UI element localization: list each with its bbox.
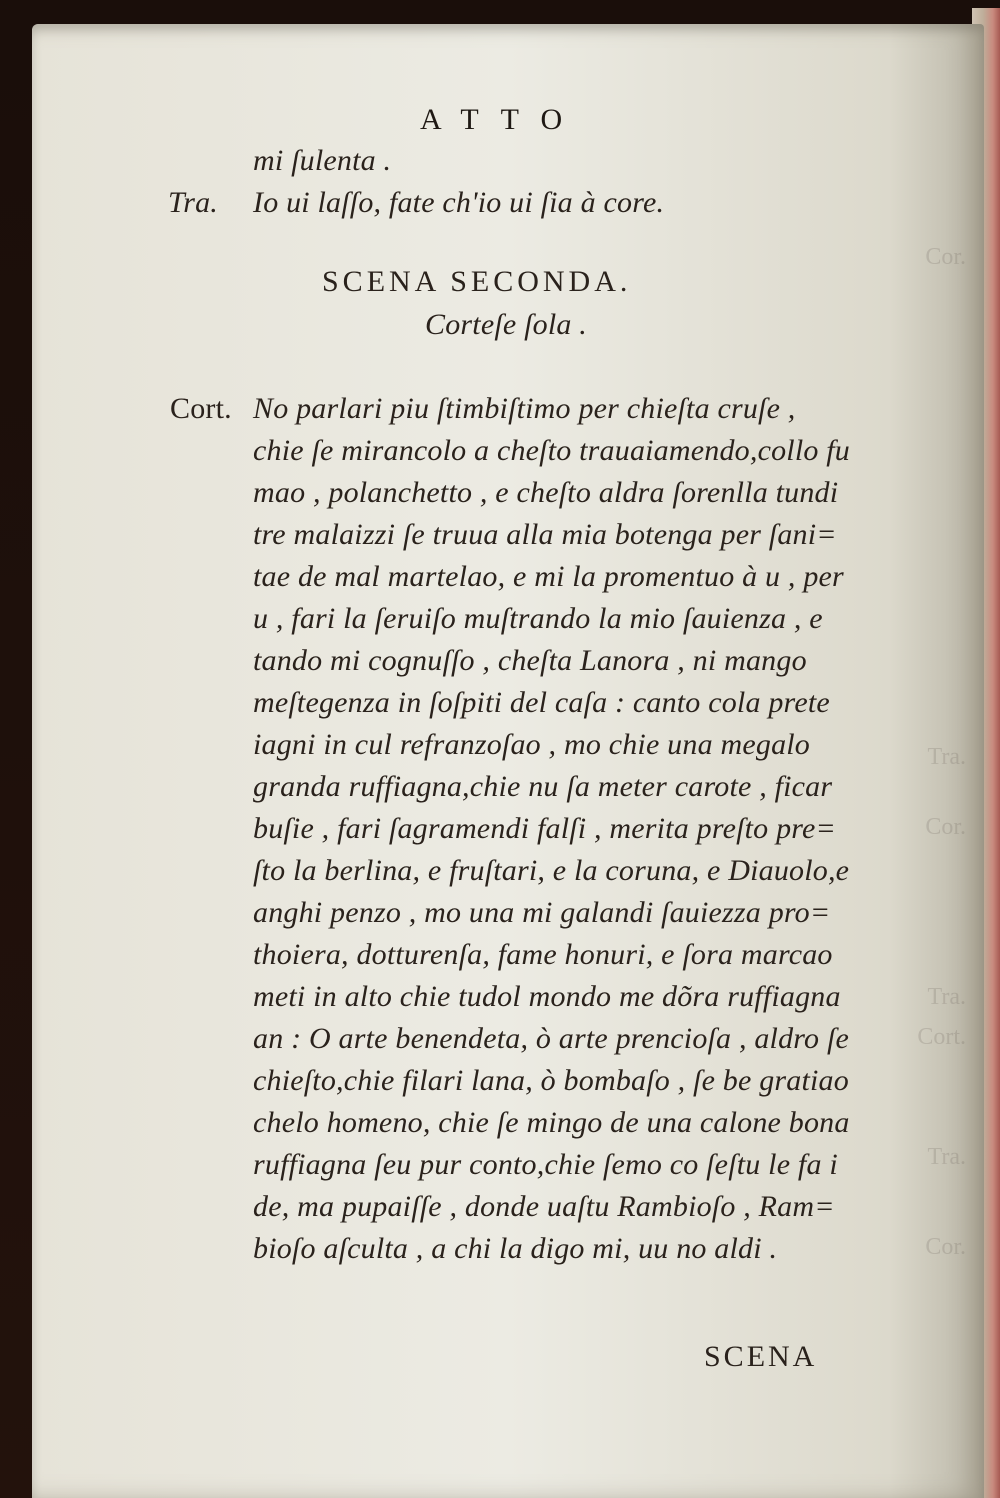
speech-line: chie ſe mirancolo a cheſto trauaiamendo,collo fu [253, 434, 850, 467]
speech-line: ruffiagna ſeu pur conto,chie ſemo co ſeſtu le fa i [253, 1148, 838, 1181]
text-line: mi ſulenta . [253, 144, 392, 177]
speaker-label: Cort. [170, 392, 232, 425]
speech-line: u , fari la ſeruiſo muſtrando la mio ſauienza , e [253, 602, 823, 635]
text-line: Io ui laſſo, fate ch'io ui ſia à core. [253, 186, 665, 219]
catchword: SCENA [704, 1340, 818, 1373]
speech-line: ſto la berlina, e fruſtari, e la coruna, e Diauolo,e [253, 854, 850, 887]
speech-line: meti in alto chie tudol mondo me dõra ruffiagna [253, 980, 841, 1013]
speech-line: chelo homeno, chie ſe mingo de una calone bona [253, 1106, 850, 1139]
speaker-label: Tra. [168, 186, 219, 219]
speech-line: tando mi cognuſſo , cheſta Lanora , ni mango [253, 644, 807, 677]
speech-line: tre malaizzi ſe truua alla mia botenga per ſani= [253, 518, 837, 551]
speech-line: meſtegenza in ſoſpiti del caſa : canto cola prete [253, 686, 830, 719]
speech-line: mao , polanchetto , e cheſto aldra ſorenlla tundi [253, 476, 839, 509]
running-head: ATTO [420, 103, 585, 136]
speech-line: iagni in cul refranzoſao , mo chie una megalo [253, 728, 810, 761]
speech-line: bioſo aſculta , a chi la digo mi, uu no aldi . [253, 1232, 778, 1265]
bleed-through-text: Cor. Tra. Cor. Tra. Cort. Tra. Cor. [917, 244, 966, 1260]
speech-line: granda ruffiagna,chie nu ſa meter carote , ficar [253, 770, 833, 803]
speech-line: buſie , fari ſagramendi falſi , merita preſto pre= [253, 812, 836, 845]
speech-line: de, ma pupaiſſe , donde uaſtu Rambioſo , Ram= [253, 1190, 835, 1223]
scene-subtitle: Corteſe ſola . [425, 308, 587, 341]
scene-title: SCENA SECONDA. [322, 265, 632, 298]
speech-line: chieſto,chie filari lana, ò bombaſo , ſe be gratiao [253, 1064, 849, 1097]
speech-line: tae de mal martelao, e mi la promentuo à u , per [253, 560, 844, 593]
speech-line: thoiera, dotturenſa, fame honuri, e ſora marcao [253, 938, 833, 971]
speech-line: anghi penzo , mo una mi galandi ſauiezza pro= [253, 896, 831, 929]
speech-line: an : O arte benendeta, ò arte prencioſa , aldro ſe [253, 1022, 849, 1055]
speech-line: No parlari piu ſtimbiſtimo per chieſta cruſe , [253, 392, 796, 425]
